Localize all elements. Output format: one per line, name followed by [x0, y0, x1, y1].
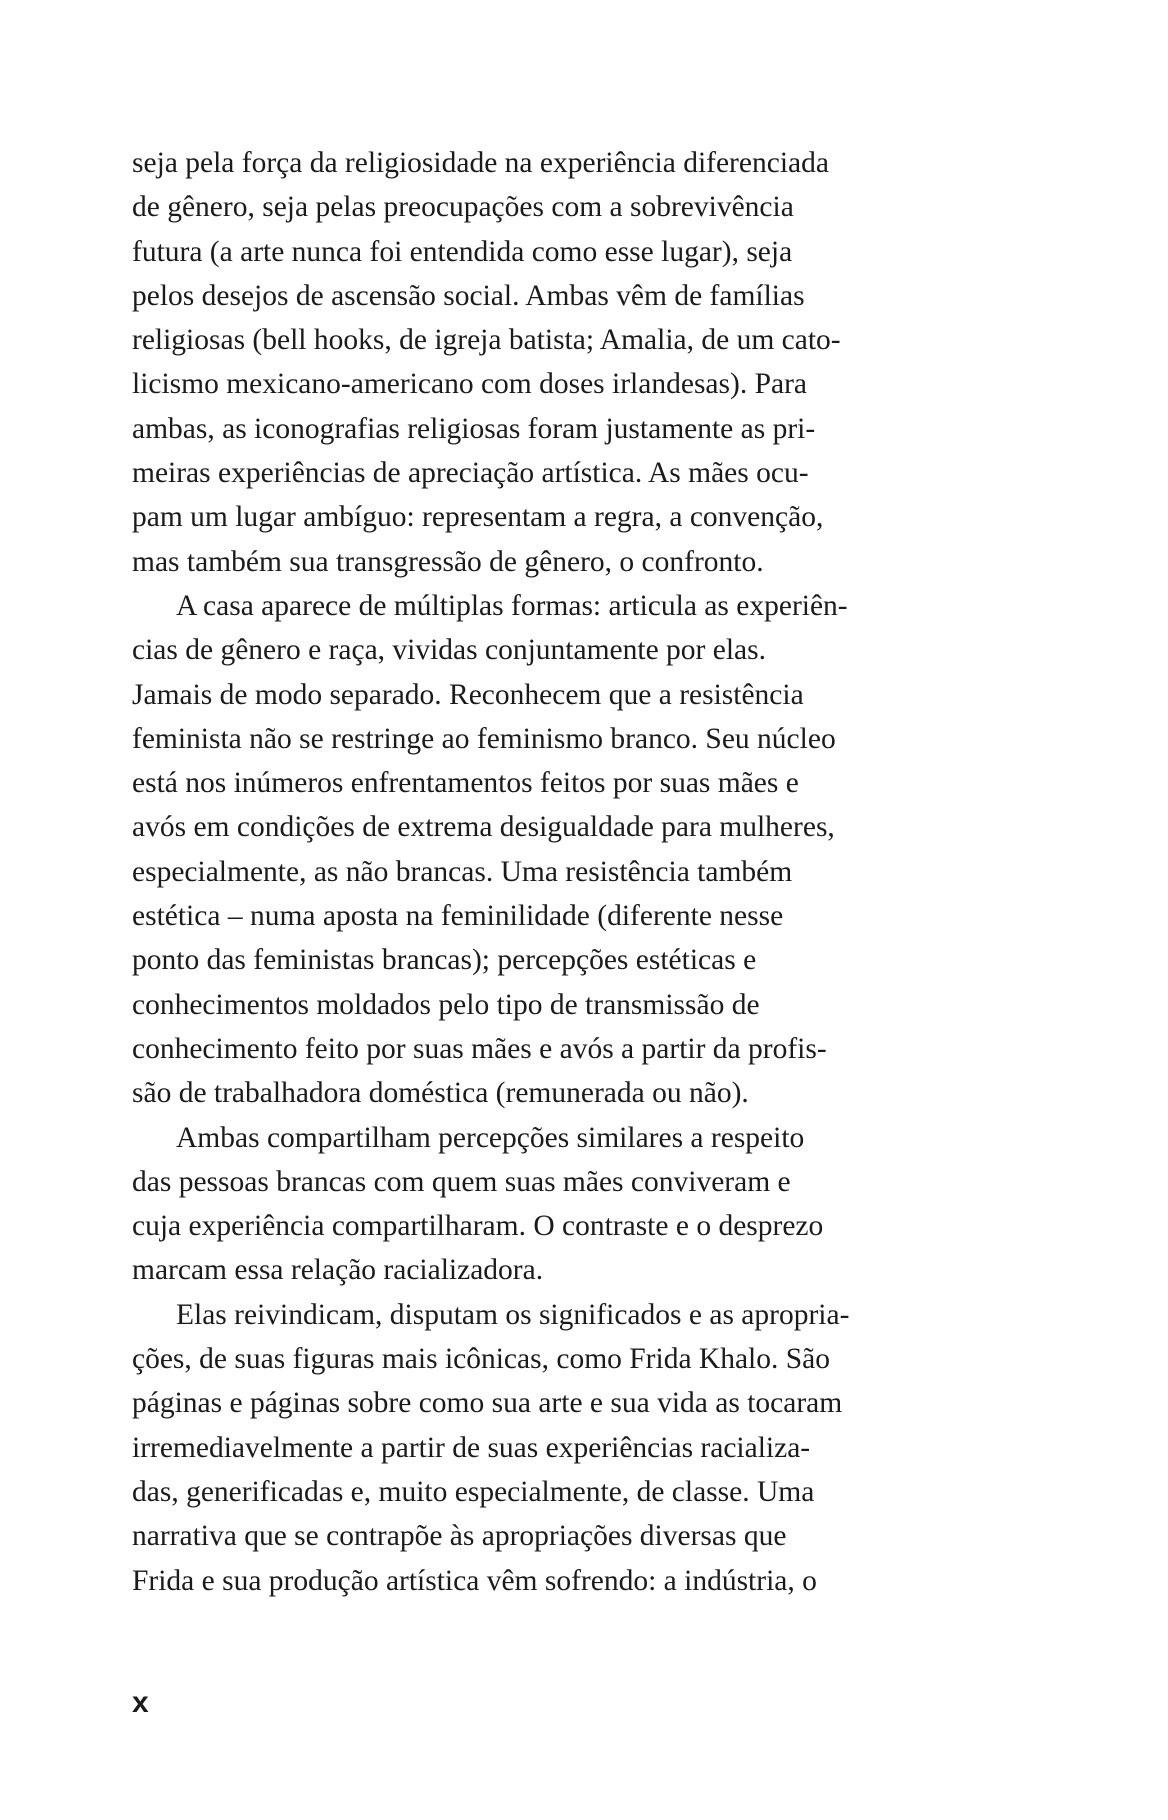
- paragraph-2: [132, 584, 966, 1116]
- text-line: avós em condições de extrema desigualdade para mulheres,: [132, 811, 835, 844]
- text-line: ções, de suas figuras mais icônicas, como Frida Khalo. São: [132, 1343, 831, 1376]
- text-line: pam um lugar ambíguo: representam a regra, a convenção,: [132, 501, 824, 534]
- text-line: meiras experiências de apreciação artística. As mães ocu-: [132, 457, 809, 490]
- text-line: futura (a arte nunca foi entendida como esse lugar), seja: [132, 235, 793, 268]
- text-line: páginas e páginas sobre como sua arte e sua vida as tocaram: [132, 1387, 843, 1420]
- body-text: [132, 141, 966, 1603]
- text-line: está nos inúmeros enfrentamentos feitos por suas mães e: [132, 767, 799, 800]
- text-line: das pessoas brancas com quem suas mães conviveram e: [132, 1165, 791, 1198]
- text-line: cias de gênero e raça, vividas conjuntamente por elas.: [132, 634, 766, 667]
- text-line: especialmente, as não brancas. Uma resistência também: [132, 855, 793, 888]
- text-line: seja pela força da religiosidade na experiência diferenciada: [132, 147, 829, 179]
- text-line: ponto das feministas brancas); percepções estéticas e: [132, 944, 757, 977]
- text-line: A casa aparece de múltiplas formas: articula as experiên-: [176, 589, 848, 622]
- paragraph-3: [132, 1116, 966, 1293]
- text-line: conhecimento feito por suas mães e avós a partir da profis-: [132, 1032, 827, 1065]
- text-line: irremediavelmente a partir de suas experiências racializa-: [132, 1431, 811, 1464]
- text-line: Frida e sua produção artística vêm sofrendo: a indústria, o: [132, 1564, 817, 1597]
- text-line: são de trabalhadora doméstica (remunerada ou não).: [132, 1077, 749, 1110]
- paragraph-4: [132, 1293, 966, 1603]
- text-line: feminista não se restringe ao feminismo branco. Seu núcleo: [132, 722, 836, 755]
- text-line: Ambas compartilham percepções similares a respeito: [176, 1121, 805, 1154]
- text-line: marcam essa relação racializadora.: [132, 1254, 544, 1287]
- text-line: cuja experiência compartilharam. O contraste e o desprezo: [132, 1210, 824, 1243]
- page-number: x: [132, 1686, 149, 1719]
- text-line: licismo mexicano-americano com doses irlandesas). Para: [132, 368, 807, 401]
- text-line: ambas, as iconografias religiosas foram justamente as pri-: [132, 412, 816, 445]
- text-line: mas também sua transgressão de gênero, o confronto.: [132, 545, 764, 578]
- text-line: pelos desejos de ascensão social. Ambas vêm de famílias: [132, 279, 805, 312]
- text-line: religiosas (bell hooks, de igreja batista; Amalia, de um cato-: [132, 324, 841, 357]
- text-line: de gênero, seja pelas preocupações com a sobrevivência: [132, 191, 794, 224]
- text-line: Jamais de modo separado. Reconhecem que a resistência: [132, 678, 804, 711]
- text-line: estética – numa aposta na feminilidade (diferente nesse: [132, 900, 784, 933]
- text-line: das, generificadas e, muito especialmente, de classe. Uma: [132, 1475, 815, 1508]
- text-line: conhecimentos moldados pelo tipo de transmissão de: [132, 988, 760, 1021]
- paragraph-1: [132, 141, 966, 584]
- text-line: Elas reivindicam, disputam os significados e as apropria-: [176, 1298, 850, 1331]
- text-line: narrativa que se contrapõe às apropriações diversas que: [132, 1520, 787, 1553]
